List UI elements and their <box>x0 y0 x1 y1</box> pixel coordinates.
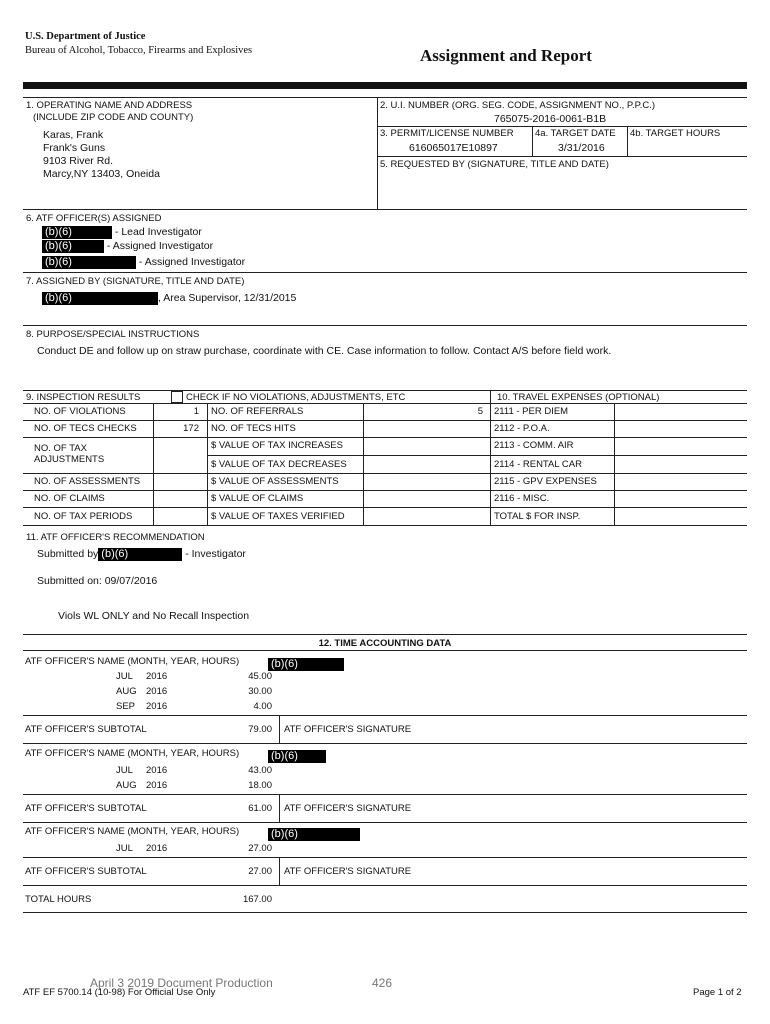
divider <box>153 403 154 525</box>
header-rule <box>23 82 747 89</box>
officer1-subtotal-label: ATF OFFICER'S SUBTOTAL <box>25 724 147 735</box>
officer1-name <box>268 654 344 672</box>
officer1-month: AUG <box>116 686 137 697</box>
divider <box>23 634 747 635</box>
section4b-label: 4b. TARGET HOURS <box>630 128 721 139</box>
section7-label: 7. ASSIGNED BY (SIGNATURE, TITLE AND DATE) <box>26 276 245 287</box>
divider <box>207 403 208 525</box>
divider <box>614 403 615 525</box>
divider <box>23 822 747 823</box>
divider <box>363 403 364 525</box>
submitter-role: - Investigator <box>185 548 246 560</box>
form-title: Assignment and Report <box>420 46 592 65</box>
divider <box>279 794 280 822</box>
officer3-month: JUL <box>116 843 133 854</box>
section1-label: 1. OPERATING NAME AND ADDRESS <box>26 100 193 111</box>
city-state-county: Marcy,NY 13403, Oneida <box>43 168 160 180</box>
redaction-block: (b)(6) <box>42 256 136 269</box>
section5-label: 5. REQUESTED BY (SIGNATURE, TITLE AND DATE) <box>380 159 609 170</box>
divider <box>23 403 747 404</box>
divider <box>23 390 747 391</box>
misc-label: 2116 - MISC. <box>494 493 550 504</box>
officer3-subtotal: 27.00 <box>248 866 272 877</box>
officer2-name <box>268 746 326 764</box>
total-hours: 167.00 <box>242 894 272 905</box>
officer-role: - Assigned Investigator <box>138 256 246 268</box>
officer2-month: JUL <box>116 765 133 776</box>
officer1-subtotal: 79.00 <box>248 724 272 735</box>
divider <box>23 885 747 886</box>
officer1-name-label: ATF OFFICER'S NAME (MONTH, YEAR, HOURS) <box>25 656 240 667</box>
poa-label: 2112 - P.O.A. <box>494 423 550 434</box>
tecs-hits-label: NO. OF TECS HITS <box>211 423 296 434</box>
divider <box>490 390 491 525</box>
taxes-verified-label: $ VALUE OF TAXES VERIFIED <box>211 511 345 522</box>
officer2-name-label: ATF OFFICER'S NAME (MONTH, YEAR, HOURS) <box>25 748 240 759</box>
redaction-block: (b)(6) <box>268 828 360 841</box>
divider <box>23 97 747 98</box>
redaction-block: (b)(6) <box>98 548 182 561</box>
assessments-label: NO. OF ASSESSMENTS <box>34 476 141 487</box>
divider <box>377 156 747 157</box>
divider <box>279 715 280 743</box>
officer1-year: 2016 <box>146 701 168 712</box>
officer3-hours: 27.00 <box>248 843 272 854</box>
officer3-name <box>268 824 360 842</box>
form-number: ATF EF 5700.14 (10-98) For Official Use Only <box>23 987 216 998</box>
section8-label: 8. PURPOSE/SPECIAL INSTRUCTIONS <box>26 329 200 340</box>
officer-role: - Lead Investigator <box>114 226 202 238</box>
total-hours-label: TOTAL HOURS <box>25 894 92 905</box>
submitted-by-label: Submitted by <box>37 548 99 560</box>
officer1-year: 2016 <box>146 686 168 697</box>
agency-name: U.S. Department of Justice <box>25 31 146 42</box>
bureau-name: Bureau of Alcohol, Tobacco, Firearms and Explosives <box>25 45 253 56</box>
tax-adjustments-label: NO. OF TAX ADJUSTMENTS <box>34 443 105 465</box>
divider <box>23 715 747 716</box>
per-diem-label: 2111 - PER DIEM <box>494 406 569 417</box>
divider <box>23 525 747 526</box>
officer3-name-label: ATF OFFICER'S NAME (MONTH, YEAR, HOURS) <box>25 826 240 837</box>
redaction-block: (b)(6) <box>42 226 112 239</box>
divider <box>23 272 747 273</box>
section10-label: 10. TRAVEL EXPENSES (OPTIONAL) <box>497 392 660 403</box>
officer2-month: AUG <box>116 780 137 791</box>
officer1-year: 2016 <box>146 671 168 682</box>
value-claims-label: $ VALUE OF CLAIMS <box>211 493 304 504</box>
officer2-hours: 43.00 <box>248 765 272 776</box>
divider <box>279 857 280 885</box>
claims-label: NO. OF CLAIMS <box>34 493 105 504</box>
divider <box>532 126 533 156</box>
submitted-on: Submitted on: 09/07/2016 <box>37 575 158 587</box>
officer-row-1 <box>42 226 202 239</box>
section2-label: 2. U.I. NUMBER (ORG. SEG. CODE, ASSIGNMENT NO., P.P.C.) <box>380 100 656 111</box>
divider <box>377 126 747 127</box>
special-instructions: Conduct DE and follow up on straw purchase, coordinate with CE. Case information to follow. Contact A/S before field work. <box>37 345 612 357</box>
section6-label: 6. ATF OFFICER(S) ASSIGNED <box>26 213 162 224</box>
divider <box>23 857 747 858</box>
redaction-block: (b)(6) <box>268 658 344 671</box>
assigned-by <box>42 292 296 305</box>
section1-sublabel: (INCLUDE ZIP CODE AND COUNTY) <box>33 112 194 123</box>
tecs-checks-value: 172 <box>183 423 199 434</box>
officer1-month: SEP <box>116 701 136 712</box>
section11-label: 11. ATF OFFICER'S RECOMMENDATION <box>26 532 205 543</box>
comm-air-label: 2113 - COMM. AIR <box>494 440 574 451</box>
officer1-hours: 30.00 <box>248 686 272 697</box>
divider <box>23 490 747 491</box>
violations-label: NO. OF VIOLATIONS <box>34 406 126 417</box>
officer-row-3 <box>42 256 245 269</box>
officer2-year: 2016 <box>146 765 168 776</box>
officer2-subtotal-label: ATF OFFICER'S SUBTOTAL <box>25 803 147 814</box>
referrals-label: NO. OF REFERRALS <box>211 406 304 417</box>
ui-number: 765075-2016-0061-B1B <box>494 113 607 125</box>
divider <box>23 325 747 326</box>
redaction-block: (b)(6) <box>268 750 326 763</box>
divider <box>23 794 747 795</box>
divider <box>23 437 747 438</box>
permit-number: 616065017E10897 <box>409 142 498 154</box>
total-insp-label: TOTAL $ FOR INSP. <box>494 511 581 522</box>
street-address: 9103 River Rd. <box>43 155 114 167</box>
officer1-hours: 45.00 <box>248 671 272 682</box>
assigned-by-title: , Area Supervisor, 12/31/2015 <box>158 292 297 304</box>
divider <box>377 97 378 209</box>
redaction-block: (b)(6) <box>42 292 158 305</box>
gpv-expenses-label: 2115 - GPV EXPENSES <box>494 476 597 487</box>
submitted-by <box>37 548 246 561</box>
section12-title: 12. TIME ACCOUNTING DATA <box>318 638 452 649</box>
divider <box>23 743 747 744</box>
officer3-signature-label: ATF OFFICER'S SIGNATURE <box>284 866 412 877</box>
tax-periods-label: NO. OF TAX PERIODS <box>34 511 133 522</box>
divider <box>627 126 628 156</box>
tax-decreases-label: $ VALUE OF TAX DECREASES <box>211 459 347 470</box>
officer-row-2 <box>42 240 213 253</box>
page-number: Page 1 of 2 <box>693 987 742 998</box>
recommendation-note: Viols WL ONLY and No Recall Inspection <box>58 610 250 622</box>
section9-label: 9. INSPECTION RESULTS <box>26 392 141 403</box>
tecs-checks-label: NO. OF TECS CHECKS <box>34 423 137 434</box>
section4a-label: 4a. TARGET DATE <box>535 128 616 139</box>
no-violations-checkbox[interactable] <box>171 391 183 403</box>
section3-label: 3. PERMIT/LICENSE NUMBER <box>380 128 514 139</box>
officer2-hours: 18.00 <box>248 780 272 791</box>
value-assessments-label: $ VALUE OF ASSESSMENTS <box>211 476 339 487</box>
officer3-year: 2016 <box>146 843 168 854</box>
officer2-signature-label: ATF OFFICER'S SIGNATURE <box>284 803 412 814</box>
violations-value: 1 <box>193 406 199 417</box>
page-stamp: 426 <box>372 976 393 990</box>
referrals-value: 5 <box>477 406 483 417</box>
tax-increases-label: $ VALUE OF TAX INCREASES <box>211 440 343 451</box>
checkbox-label: CHECK IF NO VIOLATIONS, ADJUSTMENTS, ETC <box>186 392 406 403</box>
divider <box>23 209 747 210</box>
rental-car-label: 2114 - RENTAL CAR <box>494 459 582 470</box>
divider <box>23 912 747 913</box>
divider <box>23 473 747 474</box>
business-name: Frank's Guns <box>43 142 106 154</box>
licensee-name: Karas, Frank <box>43 129 104 141</box>
production-stamp: April 3 2019 Document Production <box>90 976 273 990</box>
officer1-month: JUL <box>116 671 133 682</box>
divider <box>23 650 747 651</box>
redaction-block: (b)(6) <box>42 240 104 253</box>
officer-role: - Assigned Investigator <box>106 240 214 252</box>
officer2-year: 2016 <box>146 780 168 791</box>
officer1-signature-label: ATF OFFICER'S SIGNATURE <box>284 724 412 735</box>
officer2-subtotal: 61.00 <box>248 803 272 814</box>
divider <box>23 507 747 508</box>
divider <box>207 455 747 456</box>
officer3-subtotal-label: ATF OFFICER'S SUBTOTAL <box>25 866 147 877</box>
divider <box>23 420 747 421</box>
officer1-hours: 4.00 <box>253 701 272 712</box>
target-date: 3/31/2016 <box>558 142 605 154</box>
